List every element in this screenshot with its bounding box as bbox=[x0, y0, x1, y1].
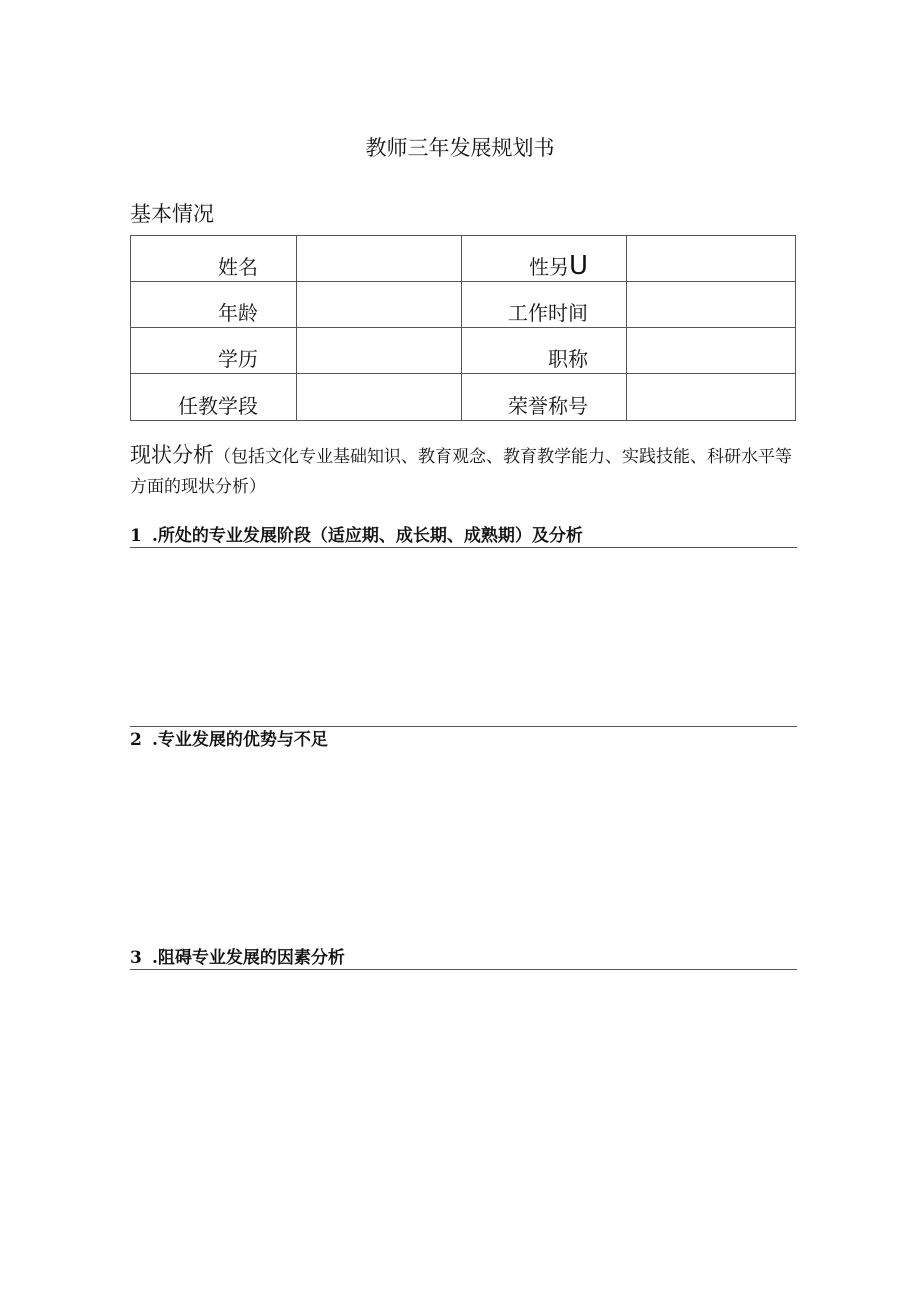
item-heading-2 bbox=[130, 729, 797, 751]
education-label: 学历 bbox=[131, 328, 297, 374]
age-value-cell[interactable] bbox=[297, 282, 462, 328]
item-text: .所处的专业发展阶段（适应期、成长期、成熟期）及分析 bbox=[152, 526, 583, 546]
item-text: .阻碍专业发展的因素分析 bbox=[152, 948, 345, 968]
table-row bbox=[131, 328, 796, 374]
analysis-intro bbox=[130, 440, 800, 502]
sex-value-cell[interactable] bbox=[627, 236, 796, 282]
item-heading-1 bbox=[130, 525, 797, 548]
basic-info-heading: 基本情况 bbox=[130, 202, 214, 226]
item-number: 2 bbox=[130, 730, 142, 750]
sex-label-mark: U bbox=[568, 251, 588, 281]
work-time-label: 工作时间 bbox=[462, 282, 627, 328]
age-label: 年龄 bbox=[131, 282, 297, 328]
item-heading-3 bbox=[130, 947, 797, 970]
table-row bbox=[131, 282, 796, 328]
professional-title-label: 职称 bbox=[462, 328, 627, 374]
education-value-cell[interactable] bbox=[297, 328, 462, 374]
teaching-stage-label: 任教学段 bbox=[131, 374, 297, 421]
table-row bbox=[131, 374, 796, 421]
item-number: 1 bbox=[130, 526, 142, 546]
honor-title-label: 荣誉称号 bbox=[462, 374, 627, 421]
professional-title-value-cell[interactable] bbox=[627, 328, 796, 374]
name-value-cell[interactable] bbox=[297, 236, 462, 282]
honor-title-value-cell[interactable] bbox=[627, 374, 796, 421]
sex-label: 性另U bbox=[462, 236, 627, 282]
item-number: 3 bbox=[130, 948, 142, 968]
basic-info-table bbox=[130, 235, 796, 421]
teaching-stage-value-cell[interactable] bbox=[297, 374, 462, 421]
analysis-note: （包括文化专业基础知识、教育观念、教育教学能力、实践技能、科研水平等方面的现状分析） bbox=[130, 447, 792, 497]
section-divider bbox=[130, 726, 797, 727]
analysis-title: 现状分析 bbox=[130, 443, 214, 467]
name-label: 姓名 bbox=[131, 236, 297, 282]
item-text: .专业发展的优势与不足 bbox=[152, 730, 328, 750]
table-row bbox=[131, 236, 796, 282]
work-time-value-cell[interactable] bbox=[627, 282, 796, 328]
page-title: 教师三年发展规划书 bbox=[365, 136, 555, 160]
